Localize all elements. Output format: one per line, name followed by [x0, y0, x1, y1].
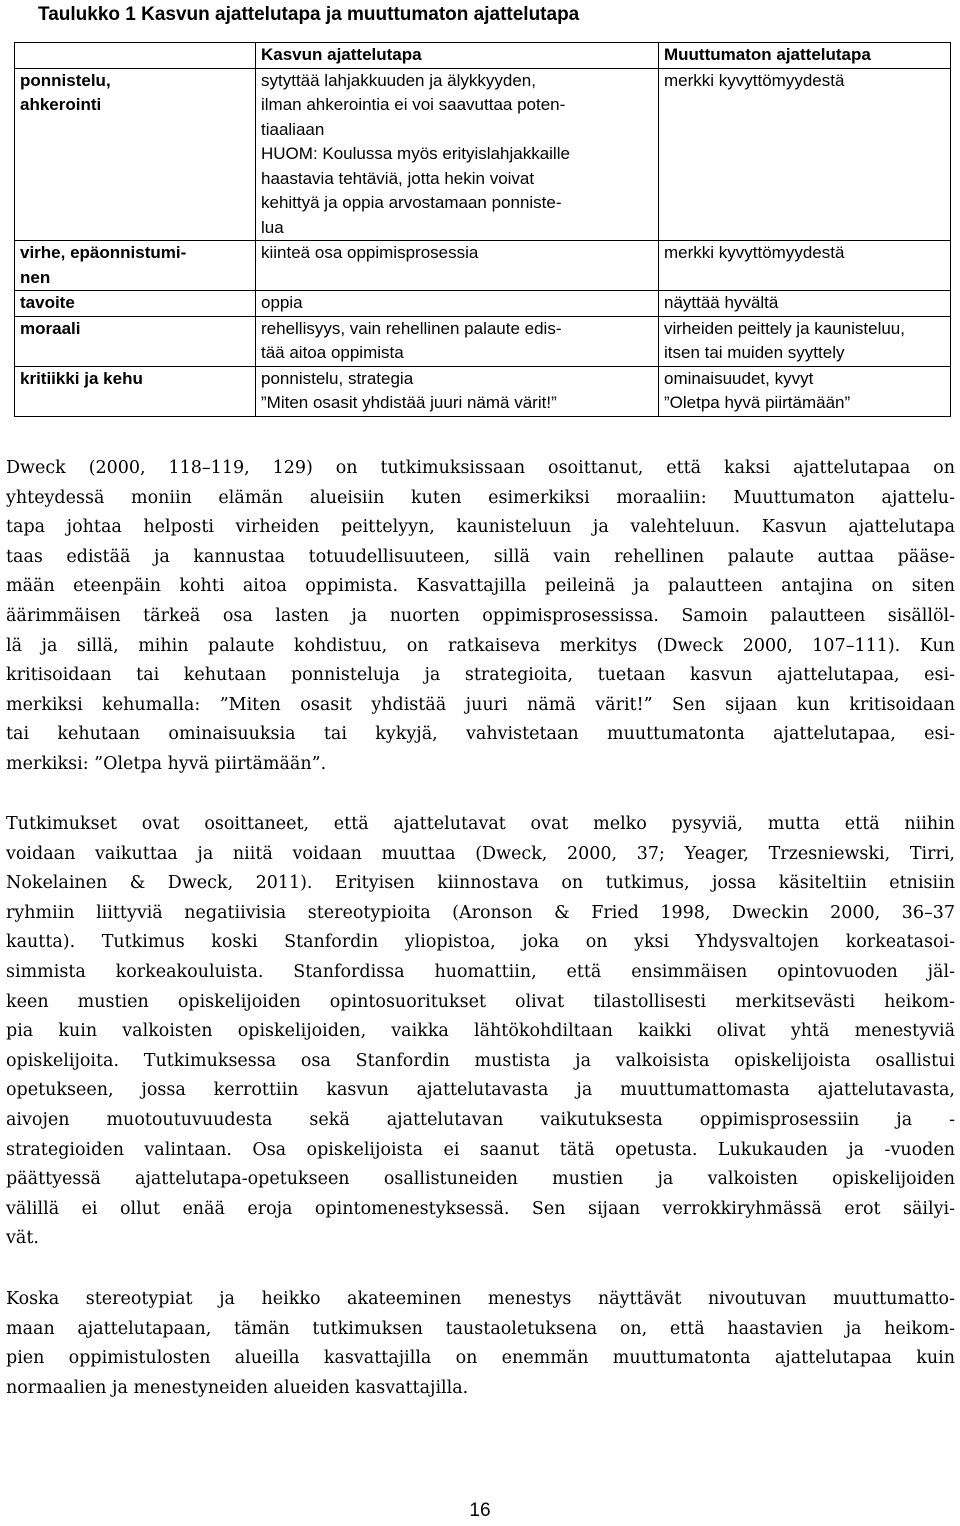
paragraph-line: taas edistää ja kannustaa totuudellisuuteen, sillä vain rehellinen palaute auttaa pääse- [6, 546, 955, 567]
paragraph-line: pien oppimistulosten alueilla kasvattajilla on enemmän muuttumatonta ajattelutapaa kuin [6, 1348, 955, 1369]
growth-mindset-cell [256, 316, 659, 366]
paragraph-line: normaalien ja menestyneiden alueiden kasvattajilla. [6, 1377, 469, 1398]
paragraph-line: mään eteenpäin kohti aitoa oppimista. Kasvattajilla peileinä ja palautteen antajina on siten [6, 576, 955, 597]
cell-line: kiinteä osa oppimisprosessia [261, 243, 479, 262]
cell-line: ”Oletpa hyvä piirtämään” [664, 393, 851, 412]
row-label-cell [15, 316, 256, 366]
mindset-table [14, 42, 951, 417]
cell-line: kehittyä ja oppia arvostamaan ponniste- [261, 193, 562, 212]
paragraph-line: kautta). Tutkimus koski Stanfordin yliopistoa, joka on yksi Yhdysvaltojen korkeatasoi- [6, 932, 955, 953]
paragraph-line: ryhmiin liittyviä negatiivisia stereotypioita (Aronson & Fried 1998, Dweckin 2000, 36–37 [6, 902, 955, 923]
paragraph-line: kritisoidaan tai kehutaan ponnisteluja ja strategioita, tuetaan kasvun ajattelutapaa, esi- [6, 665, 955, 686]
cell-line: näyttää hyvältä [664, 293, 779, 312]
paragraph-line: yhteydessä moniin elämän alueisiin kuten esimerkiksi moraaliin: Muuttumaton ajattelu- [6, 487, 955, 508]
cell-line: nen [20, 267, 51, 287]
row-label-cell [15, 366, 256, 416]
paragraph-line: Tutkimukset ovat osoittaneet, että ajattelutavat ovat melko pysyviä, mutta että niihin [6, 814, 955, 834]
growth-mindset-cell [256, 291, 659, 317]
paragraph-line: välillä ei ollut enää eroja opintomenestyksessä. Sen sijaan verrokkiryhmässä erot säilyi- [6, 1198, 955, 1219]
cell-line: merkki kyvyttömyydestä [664, 70, 845, 90]
cell-line: sytyttää lahjakkuuden ja älykkyyden, [261, 70, 536, 90]
fixed-mindset-cell [659, 241, 951, 291]
fixed-mindset-cell [659, 316, 951, 366]
paragraph-line: merkiksi kehumalla: ”Miten osasit yhdistää juuri nämä värit!” Sen sijaan kun kritisoidaan [6, 694, 955, 715]
row-label-cell [15, 291, 256, 317]
table-caption: Taulukko 1 Kasvun ajattelutapa ja muuttumaton ajattelutapa [38, 4, 580, 25]
paragraph-line: Koska stereotypiat ja heikko akateeminen menestys näyttävät nivoutuvan muuttumatto- [6, 1289, 955, 1309]
cell-line: virheiden peittely ja kaunisteluu, [664, 318, 905, 338]
table-header-row [15, 43, 951, 69]
cell-line: HUOM: Koulussa myös erityislahjakkaille [261, 144, 570, 163]
cell-line: rehellisyys, vain rehellinen palaute edis- [261, 318, 562, 338]
cell-line: ominaisuudet, kyvyt [664, 368, 814, 388]
cell-line: oppia [261, 293, 303, 312]
paragraph-line: tapa johtaa helposti virheiden peittelyyn, kaunisteluun ja valehteluun. Kasvun ajattelutapa [6, 517, 955, 538]
table-header-empty [15, 43, 256, 69]
paragraph-1 [6, 454, 955, 780]
paragraph-line: aivojen muotoutuvuudesta sekä ajattelutavan vaikutuksesta oppimisprosessiin ja - [6, 1109, 955, 1130]
paragraph-line: keen mustien opiskelijoiden opintosuoritukset olivat tilastollisesti merkitsevästi heikom- [6, 991, 955, 1012]
paragraph-3 [6, 1285, 955, 1403]
cell-line: lua [261, 217, 284, 237]
paragraph-line: simmista korkeakouluista. Stanfordissa huomattiin, että ensimmäisen opintovuoden jäl- [6, 961, 955, 982]
cell-line: tavoite [20, 293, 75, 312]
paragraph-2 [6, 810, 955, 1254]
growth-mindset-cell [256, 68, 659, 241]
paragraph-line: merkiksi: ”Oletpa hyvä piirtämään”. [6, 753, 327, 774]
table-row [15, 316, 951, 366]
cell-line: ponnistelu, strategia [261, 368, 414, 388]
table-row [15, 291, 951, 317]
paragraph-line: lä ja sillä, mihin palaute kohdistuu, on ratkaiseva merkitys (Dweck 2000, 107–111). Kun [6, 635, 955, 656]
growth-mindset-cell [256, 366, 659, 416]
table-header-growth: Kasvun ajattelutapa [256, 43, 659, 69]
paragraph-line: pia kuin valkoisten opiskelijoiden, vaikka lähtökohdiltaan kaikki olivat yhtä menestyviä [6, 1021, 955, 1042]
paragraph-line: päättyessä ajattelutapa-opetukseen osallistuneiden mustien ja valkoisten opiskelijoiden [6, 1169, 955, 1190]
cell-line: virhe, epäonnistumi- [20, 243, 187, 262]
fixed-mindset-cell [659, 291, 951, 317]
page-number: 16 [469, 1500, 491, 1521]
cell-line: haastavia tehtäviä, jotta hekin voivat [261, 168, 535, 188]
row-label-cell [15, 241, 256, 291]
cell-line: ilman ahkerointia ei voi saavuttaa poten- [261, 95, 566, 114]
cell-line: ahkerointi [20, 95, 102, 114]
paragraph-line: opetukseen, jossa kerrottiin kasvun ajattelutavasta ja muuttumattomasta ajattelutavasta, [6, 1080, 955, 1101]
cell-line: ”Miten osasit yhdistää juuri nämä värit!” [261, 393, 557, 412]
paragraph-line: strategioiden valintaan. Osa opiskelijoista ei saanut tätä opetusta. Lukukauden ja -vuoden [6, 1139, 955, 1160]
growth-mindset-cell [256, 241, 659, 291]
table-header-fixed: Muuttumaton ajattelutapa [659, 43, 951, 69]
paragraph-line: opiskelijoita. Tutkimuksessa osa Stanfordin mustista ja valkoisista opiskelijoista osallistui [6, 1050, 955, 1071]
cell-line: moraali [20, 318, 81, 338]
paragraph-line: äärimmäisen tärkeä osa lasten ja nuorten oppimisprosessissa. Samoin palautteen sisällöl- [6, 605, 955, 626]
cell-line: itsen tai muiden syyttely [664, 343, 845, 362]
table-row [15, 366, 951, 416]
row-label-cell [15, 68, 256, 241]
cell-line: kritiikki ja kehu [20, 368, 143, 388]
paragraph-line: maan ajattelutapaan, tämän tutkimuksen taustaoletuksena on, että haastavien ja heikom- [6, 1318, 955, 1339]
fixed-mindset-cell [659, 366, 951, 416]
table-row [15, 68, 951, 241]
paragraph-line: voidaan vaikuttaa ja niitä voidaan muuttaa (Dweck, 2000, 37; Yeager, Trzesniewski, Tirri, [6, 843, 955, 864]
cell-line: merkki kyvyttömyydestä [664, 243, 845, 262]
table-row [15, 241, 951, 291]
paragraph-line: Nokelainen & Dweck, 2011). Erityisen kiinnostava on tutkimus, jossa käsiteltiin etnisiin [6, 873, 955, 894]
paragraph-line: vät. [6, 1228, 39, 1249]
fixed-mindset-cell [659, 68, 951, 241]
paragraph-line: Dweck (2000, 118–119, 129) on tutkimuksissaan osoittanut, että kaksi ajattelutapaa on [6, 458, 955, 478]
cell-line: tiaaliaan [261, 119, 325, 139]
cell-line: tää aitoa oppimista [261, 343, 404, 362]
paragraph-line: tai kehutaan ominaisuuksia tai kykyjä, vahvistetaan muuttumatonta ajattelutapaa, esi- [6, 724, 955, 745]
cell-line: ponnistelu, [20, 70, 111, 90]
